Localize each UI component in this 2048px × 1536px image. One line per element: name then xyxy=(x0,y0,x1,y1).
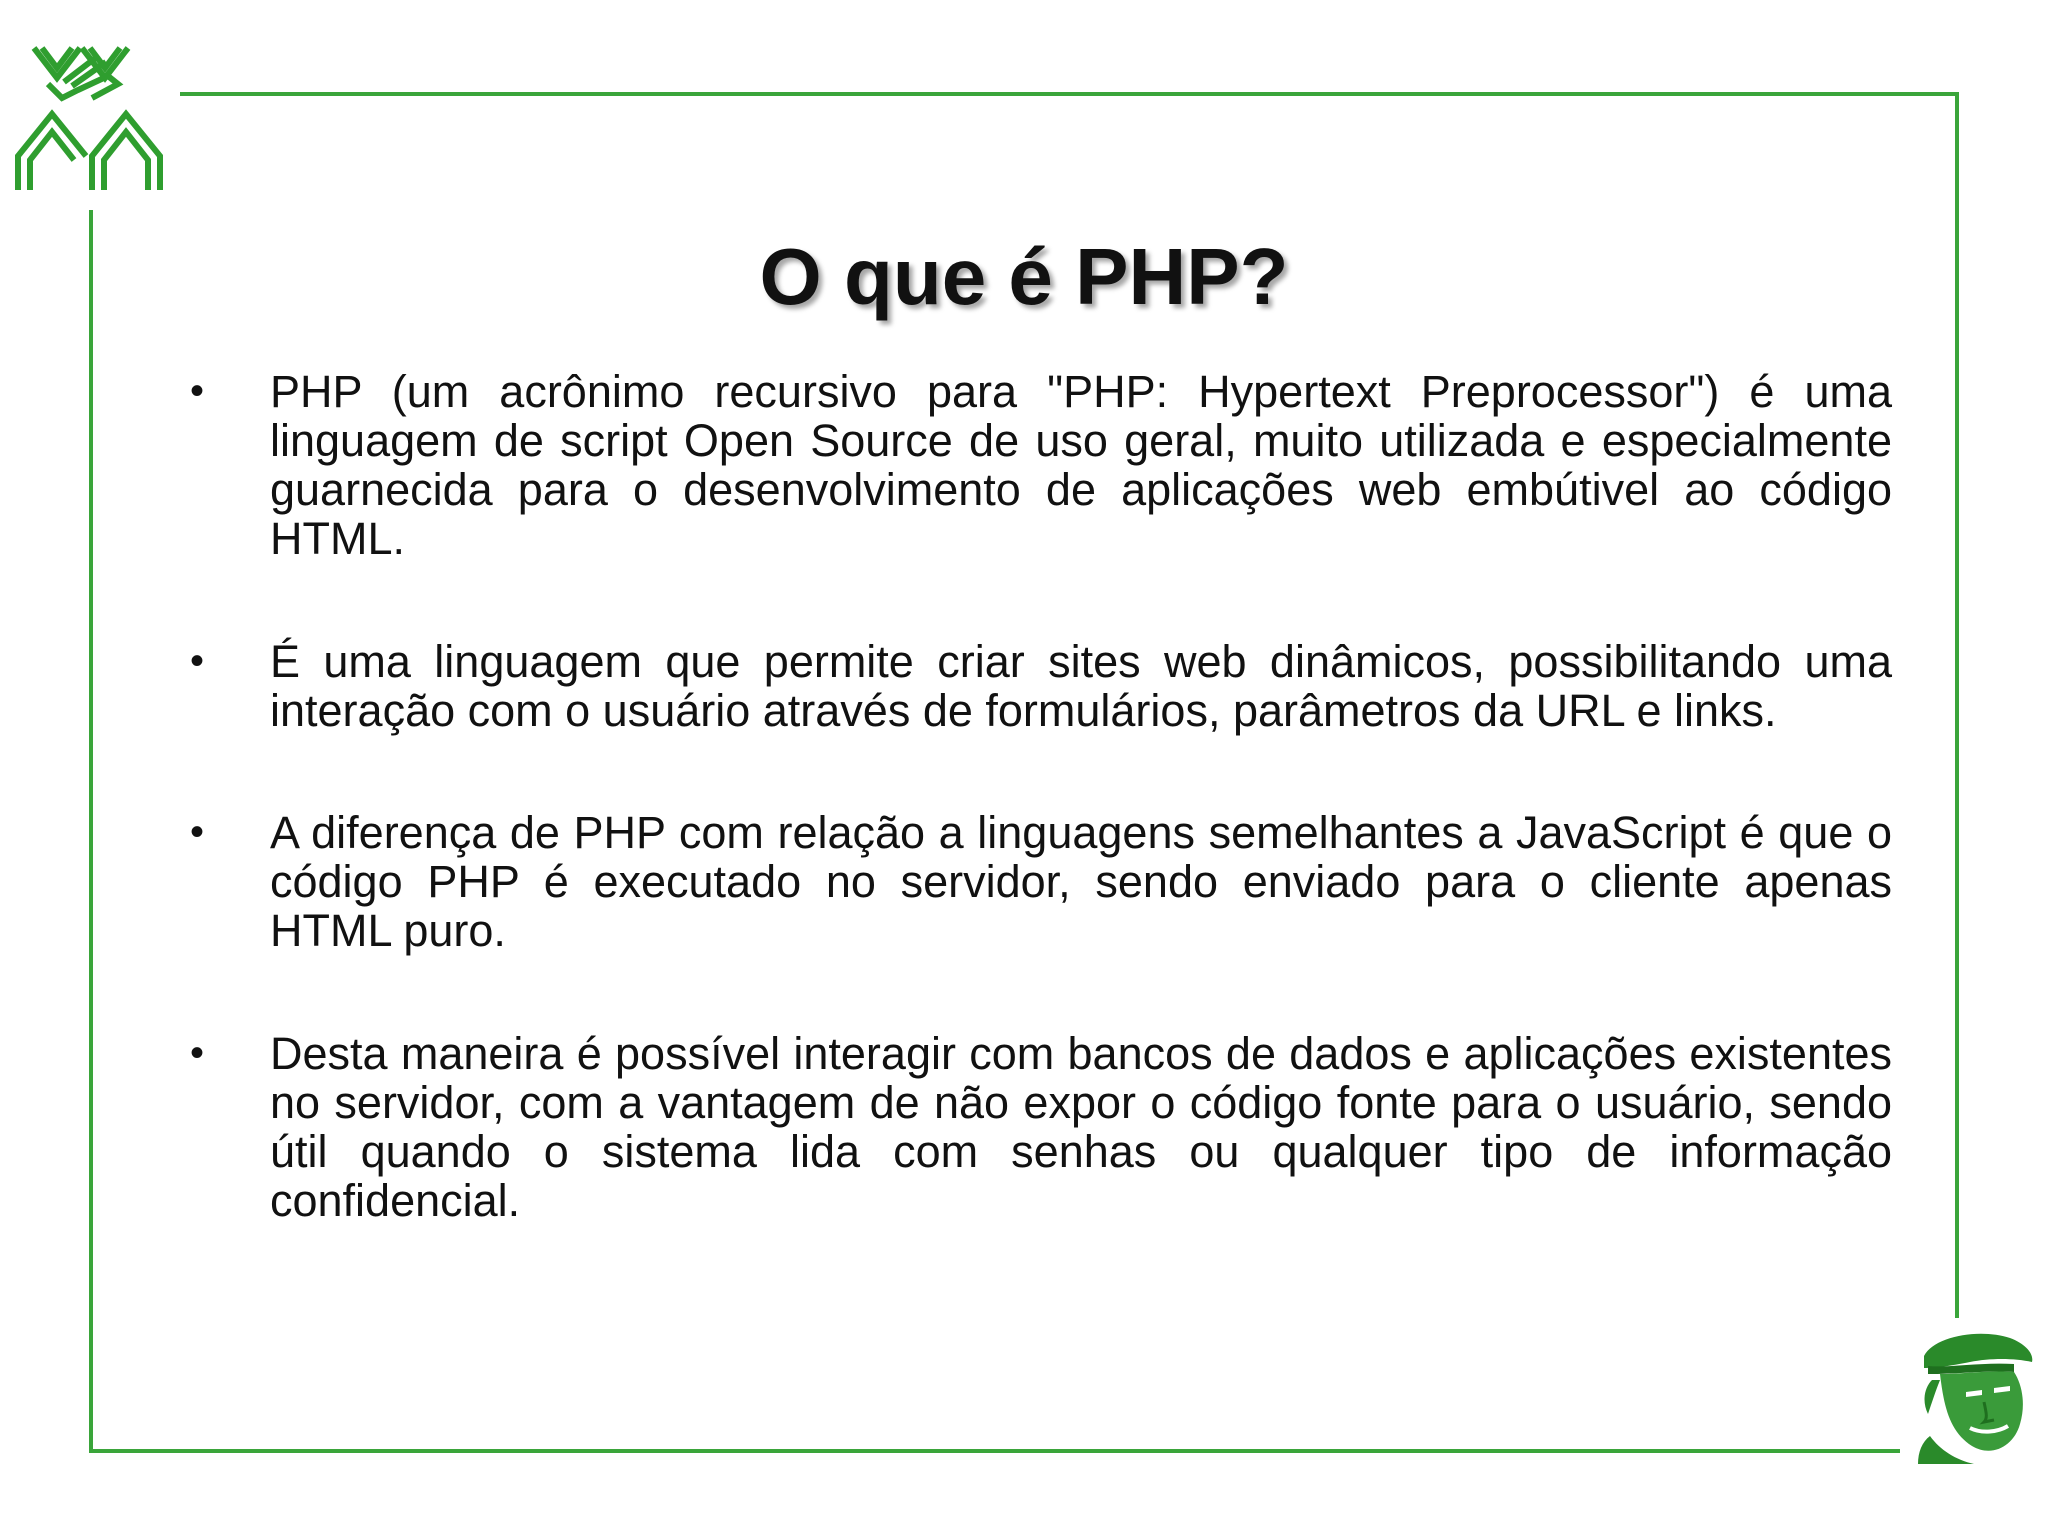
bullet-item xyxy=(190,367,1892,563)
bullet-text: É uma linguagem que permite criar sites web dinâmicos, possibilitando uma interação com o usuário através de formulários, parâmetros da URL e links. xyxy=(270,636,1892,736)
university-logo-icon xyxy=(12,40,172,200)
slide-title: O que é PHP? xyxy=(759,231,1289,321)
bullet-text: A diferença de PHP com relação a linguagens semelhantes a JavaScript é que o código PHP é executado no servidor, sendo enviado para o cliente apenas HTML puro. xyxy=(270,807,1892,956)
bullet-marker: • xyxy=(190,1031,205,1075)
bullet-list xyxy=(190,367,1892,1299)
bullet-marker: • xyxy=(190,369,205,413)
bullet-marker: • xyxy=(190,810,205,854)
bullet-item xyxy=(190,1029,1892,1225)
portrait-emblem-icon xyxy=(1910,1328,2038,1464)
bullet-marker: • xyxy=(190,639,205,683)
bullet-text: Desta maneira é possível interagir com bancos de dados e aplicações existentes no servidor, com a vantagem de não expor o código fonte para o usuário, sendo útil quando o sistema lida com senhas ou qualquer tipo de informação confidencial. xyxy=(270,1028,1892,1226)
bullet-text: PHP (um acrônimo recursivo para "PHP: Hypertext Preprocessor") é uma linguagem de script Open Source de uso geral, muito utilizada e especialmente guarnecida para o desenvolvimento de aplicações web embútivel ao código HTML. xyxy=(270,366,1892,564)
bullet-item xyxy=(190,808,1892,955)
bullet-item xyxy=(190,637,1892,735)
